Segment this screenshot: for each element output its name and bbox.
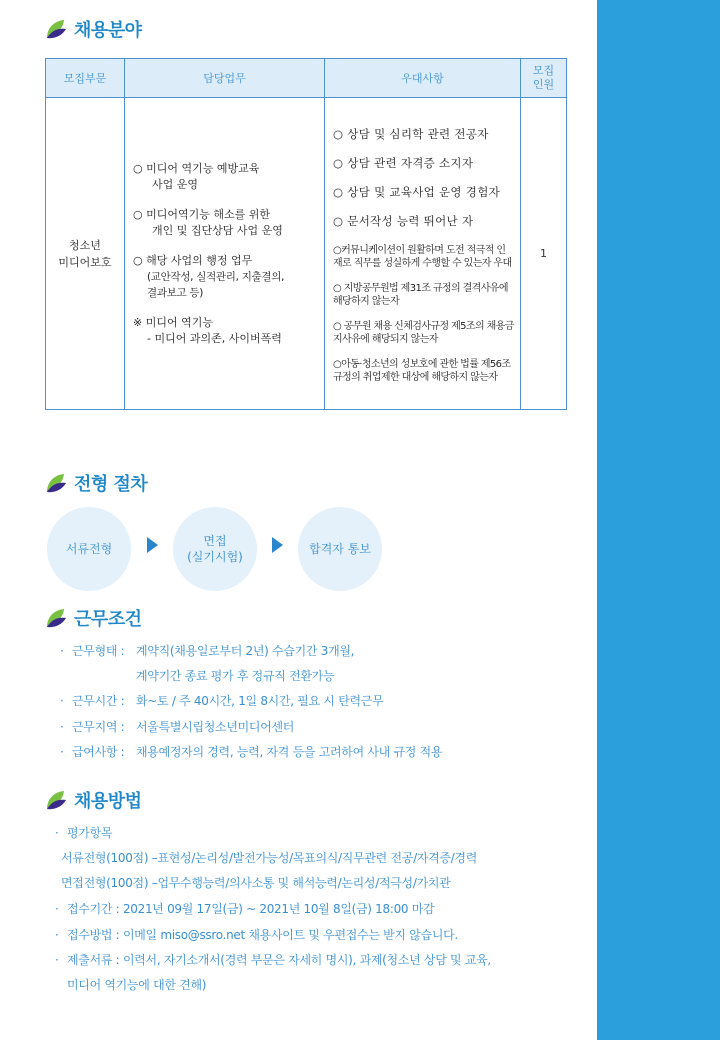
method-eval-title: · 평가항목 [55, 826, 113, 840]
pref-item: ○ 공무원 채용 신체검사규정 제5조의 채용금지사유에 해당되지 않는자 [333, 320, 514, 345]
step-interview: 면접 (실기시험) [173, 507, 257, 591]
leaf-logo-icon [44, 17, 68, 41]
leaf-logo-icon [44, 788, 68, 812]
condition-item: · 급여사항 : 채용예정자의 경력, 능력, 자격 등을 고려하여 사내 규정 적용 [60, 745, 443, 759]
step-document: 서류전형 [47, 507, 131, 591]
header-count: 모집 인원 [521, 59, 567, 98]
arrow-right-icon [272, 537, 283, 553]
header-duty: 담당업무 [125, 59, 325, 98]
method-docs: · 제출서류 : 이력서, 자기소개서(경력 부문은 자세히 명시), 과제(청소년 상담 및 교육, [55, 953, 491, 967]
pref-item: ○ 상담 및 교육사업 운영 경험자 [333, 184, 501, 199]
method-period: · 접수기간 : 2021년 09월 17일(금) ~ 2021년 10월 8일(금) 18:00 마감 [55, 902, 435, 916]
condition-item: · 근무시간 : 화~토 / 주 40시간, 1일 8시간, 필요 시 탄력근무 [60, 694, 384, 708]
pref-item: ○아동·청소년의 성보호에 관한 법률 제56조 규정의 취업제한 대상에 해당하지 않는자 [333, 358, 511, 383]
method-docs-cont: 미디어 역기능에 대한 견해) [67, 978, 207, 992]
pref-item: ○ 문서작성 능력 뛰어난 자 [333, 213, 474, 228]
pref-item: ○ 상담 관련 자격증 소지자 [333, 155, 474, 170]
leaf-logo-icon [44, 606, 68, 630]
condition-item: · 근무형태 : 계약직(채용일로부터 2년) 수습기간 3개월, [60, 644, 355, 658]
pref-item: ○ 상담 및 심리학 관련 전공자 [333, 126, 489, 141]
method-eval-doc: 서류전형(100점) –표현성/논리성/발전가능성/목표의식/직무관련 전공/자격증/경력 [61, 851, 478, 865]
section-title-method: 채용방법 [44, 787, 142, 813]
pref-item: ○커뮤니케이션이 원활하며 도전 적극적 인재로 직무를 성실하게 수행할 수 있는자 우대 [333, 244, 512, 269]
step-result: 합격자 통보 [298, 507, 382, 591]
recruit-table [45, 58, 567, 410]
header-dept: 모집부문 [46, 59, 125, 98]
right-sidebar-band [597, 0, 720, 1040]
method-eval-interview: 면접전형(100점) –업무수행능력/의사소통 및 해석능력/논리성/적극성/가치관 [61, 876, 451, 890]
section-title-field: 채용분야 [44, 16, 142, 42]
dept-cell: 청소년 미디어보호 [46, 98, 125, 410]
section-title-procedure: 전형 절차 [44, 470, 147, 496]
method-how: · 접수방법 : 이메일 miso@ssro.net 채용사이트 및 우편접수는 받지 않습니다. [55, 928, 458, 942]
duty-cell: ○ 미디어 역기능 예방교육 사업 운영 ○ 미디어역기능 해소를 위한 개인 및 집단상담 사업 운영 ○ 해당 사업의 행정 업무 (교안작성, 실적관리, 지출결의, 결과보고 등) ※ 미디어 역기능 - 미디어 과의존, 사이버폭력 [125, 98, 325, 410]
header-pref: 우대사항 [325, 59, 521, 98]
arrow-right-icon [147, 537, 158, 553]
condition-item-cont: 계약기간 종료 평가 후 정규직 전환가능 [136, 669, 335, 683]
preference-cell [325, 98, 521, 410]
condition-item: · 근무지역 : 서울특별시립청소년미디어센터 [60, 720, 295, 734]
leaf-logo-icon [44, 471, 68, 495]
count-cell: 1 [521, 98, 567, 410]
pref-item: ○ 지방공무원법 제31조 규정의 결격사유에 해당하지 않는자 [333, 282, 508, 307]
section-title-conditions: 근무조건 [44, 605, 142, 631]
